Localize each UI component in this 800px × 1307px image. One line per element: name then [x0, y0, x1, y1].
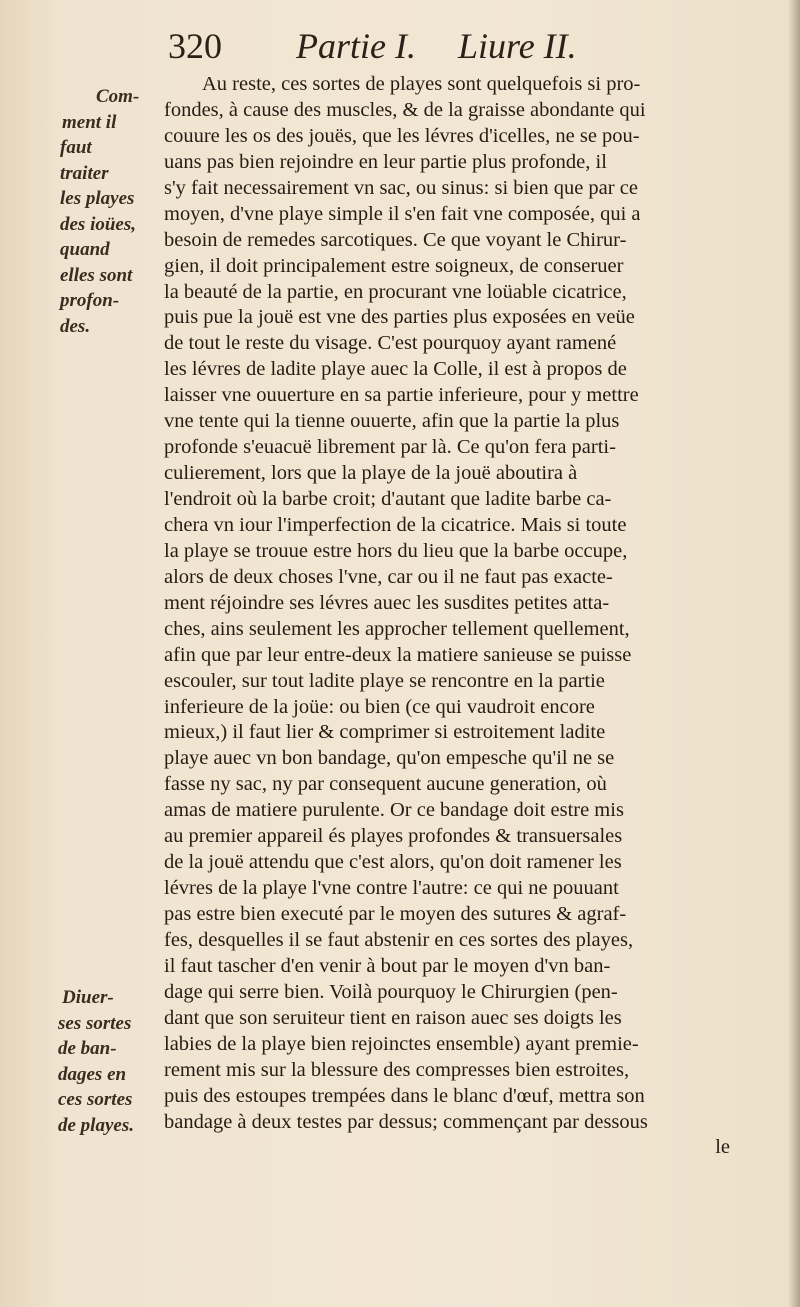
book-title: Liure II.: [458, 26, 577, 66]
text-line: moyen, d'vne playe simple il s'en fait vne composée, qui a: [164, 202, 641, 225]
margin-note-line: profon-: [60, 290, 120, 311]
text-line: de la jouë attendu que c'est alors, qu'on doit ramener les: [164, 851, 622, 874]
text-line: pas estre bien executé par le moyen des sutures & agraf-: [164, 903, 627, 925]
text-line: s'y fait necessairement vn sac, ou sinus: si bien que par ce: [164, 176, 638, 199]
part-title: Partie I.: [296, 26, 416, 66]
margin-note-bandages: [40, 985, 152, 1138]
text-line: chera vn iour l'imperfection de la cicatrice. Mais si toute: [164, 513, 627, 536]
text-line: uans pas bien rejoindre en leur partie plus profonde, il: [164, 150, 607, 173]
text-line: alors de deux choses l'vne, car ou il ne faut pas exacte-: [164, 565, 613, 588]
margin-note-line: Com-: [96, 86, 140, 107]
text-line: amas de matiere purulente. Or ce bandage doit estre mis: [164, 799, 624, 822]
text-line: fes, desquelles il se faut abstenir en ces sortes des playes,: [164, 928, 634, 951]
margin-note-line: traiter: [60, 162, 109, 184]
page-number: 320: [168, 26, 222, 66]
text-line: culierement, lors que la playe de la jouë aboutira à: [164, 462, 578, 485]
margin-note-line: Diuer-: [62, 987, 114, 1008]
text-line: ches, ains seulement les approcher tellement quellement,: [164, 617, 630, 640]
margin-note-line: des.: [60, 315, 91, 337]
text-line: l'endroit où la barbe croit; d'autant que ladite barbe ca-: [164, 488, 612, 510]
text-line: la playe se trouue estre hors du lieu que la barbe occupe,: [164, 539, 628, 562]
text-line: escouler, sur tout ladite playe se rencontre en la partie: [164, 669, 605, 692]
text-line: playe auec vn bon bandage, qu'on empesche qu'il ne se: [164, 747, 615, 770]
body-text: [164, 72, 764, 1161]
margin-note-line: faut: [60, 137, 92, 158]
text-line: le: [715, 1136, 730, 1159]
text-line: couure les os des jouës, que les lévres d'icelles, ne se pou-: [164, 124, 640, 147]
margin-note-line: elles sont: [60, 264, 133, 286]
margin-note-line: les playes: [60, 188, 135, 209]
text-line: rement mis sur la blessure des compresses bien estroites,: [164, 1058, 630, 1081]
text-line: puis des estoupes trempées dans le blanc d'œuf, mettra son: [164, 1084, 645, 1107]
margin-note-line: quand: [60, 239, 110, 260]
text-line: les lévres de ladite playe auec la Colle, il est à propos de: [164, 358, 627, 381]
text-line: laisser vne ouuerture en sa partie inferieure, pour y mettre: [164, 384, 639, 407]
text-line: vne tente qui la tienne ouuerte, afin que la partie la plus: [164, 410, 620, 433]
text-line: Au reste, ces sortes de playes sont quelquefois si pro-: [202, 73, 641, 95]
text-line: la beauté de la partie, en procurant vne loüable cicatrice,: [164, 280, 627, 303]
margin-note-line: dages en: [58, 1063, 127, 1085]
margin-note-line: ces sortes: [58, 1089, 133, 1110]
text-line: ment réjoindre ses lévres auec les susdites petites atta-: [164, 591, 610, 614]
text-line: inferieure de la joüe: ou bien (ce qui vaudroit encore: [164, 695, 595, 718]
text-line: lévres de la playe l'vne contre l'autre: ce qui ne pouuant: [164, 877, 619, 900]
text-line: labies de la playe bien rejoinctes ensemble) ayant premie-: [164, 1032, 639, 1055]
text-line: puis pue la jouë est vne des parties plus exposées en veüe: [164, 306, 635, 329]
text-line: bandage à deux testes par dessus; commençant par dessous: [164, 1110, 648, 1133]
text-line: au premier appareil és playes profondes & transuersales: [164, 825, 623, 848]
text-line: fasse ny sac, ny par consequent aucune generation, où: [164, 773, 607, 796]
text-line: profonde s'euacuë librement par là. Ce qu'on fera parti-: [164, 436, 616, 459]
text-line: il faut tascher d'en venir à bout par le moyen d'vn ban-: [164, 954, 611, 977]
text-line: besoin de remedes sarcotiques. Ce que voyant le Chirur-: [164, 228, 627, 251]
text-line: dant que son seruiteur tient en raison auec ses doigts les: [164, 1006, 622, 1029]
text-line: gien, il doit principalement estre soigneux, de conseruer: [164, 254, 624, 277]
text-line: fondes, à cause des muscles, & de la graisse abondante qui: [164, 98, 646, 121]
margin-note-line: de playes.: [58, 1114, 134, 1136]
margin-note-cheek-wounds: [40, 84, 152, 339]
margin-note-line: des ioües,: [60, 213, 136, 235]
margin-note-line: ses sortes: [58, 1012, 132, 1034]
text-line: de tout le reste du visage. C'est pourquoy ayant ramené: [164, 332, 617, 355]
text-line: dage qui serre bien. Voilà pourquoy le Chirurgien (pen-: [164, 980, 618, 1003]
running-head: [168, 22, 688, 70]
text-line: mieux,) il faut lier & comprimer si estroitement ladite: [164, 721, 606, 744]
text-line: afin que par leur entre-deux la matiere sanieuse se puisse: [164, 643, 632, 666]
margin-note-line: de ban-: [58, 1038, 117, 1059]
margin-note-line: ment il: [62, 111, 117, 133]
